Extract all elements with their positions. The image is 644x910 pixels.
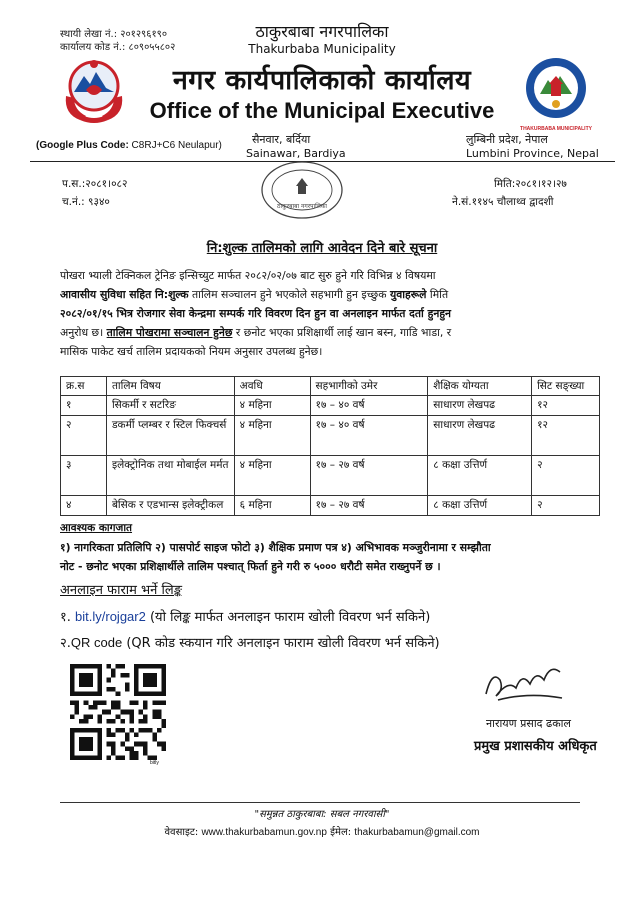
link-item-1-num: १. bbox=[60, 610, 76, 625]
table-cell: २ bbox=[532, 496, 600, 516]
documents-list: १) नागरिकता प्रतिलिपि २) पासपोर्ट साइज फोटो ३) शैक्षिक प्रमाण पत्र ४) अभिभावक मञ्जुरीनामा र सम्झौता bbox=[60, 541, 491, 554]
body-line-5: मासिक पाकेट खर्च तालिम प्रदायकको नियम अनुसार उपलब्ध हुनेछ। bbox=[60, 345, 323, 358]
link-item-1-desc: (यो लिङ्क मार्फत अनलाइन फाराम खोली विवरण भर्न सकिने) bbox=[145, 610, 431, 625]
table-cell: २ bbox=[532, 456, 600, 496]
training-table bbox=[60, 376, 600, 516]
col-header-age: सहभागीको उमेर bbox=[310, 377, 428, 396]
patra-sankhya: प.स.:२०८१।०८२ bbox=[62, 178, 128, 190]
table-cell: १७ – ४० वर्ष bbox=[310, 396, 428, 416]
documents-heading: आवश्यक कागजात bbox=[60, 522, 133, 534]
chalani-number: च.नं.: ९३४० bbox=[62, 196, 110, 208]
office-code: कार्यालय कोड नं.: ८०९०५५८०२ bbox=[60, 42, 176, 53]
table-cell: ८ कक्षा उत्तिर्ण bbox=[428, 456, 532, 496]
footer-divider bbox=[60, 802, 580, 803]
table-row bbox=[61, 456, 600, 496]
qr-code-icon[interactable] bbox=[70, 664, 166, 760]
qr-code-label: QR code bbox=[70, 635, 123, 650]
municipality-name-np: ठाकुरबाबा नगरपालिका bbox=[255, 22, 389, 41]
municipality-name-en: Thakurbaba Municipality bbox=[248, 42, 396, 56]
body-line-3-bold: २०८२/०१/१५ भित्र रोजगार सेवा केन्द्रमा सम्पर्क गरि विवरण दिन हुन वा अनलाइन मार्फत दर्ता हुनहुन bbox=[60, 307, 452, 320]
online-form-heading: अनलाइन फाराम भर्ने लिङ्क bbox=[60, 583, 182, 598]
google-plus-code bbox=[36, 140, 222, 151]
table-cell: १ bbox=[61, 396, 107, 416]
table-cell: १२ bbox=[532, 396, 600, 416]
website-label: वेवसाइट: bbox=[164, 827, 202, 838]
table-cell: १७ – २७ वर्ष bbox=[310, 456, 428, 496]
email-label: ईमेल: bbox=[326, 827, 355, 838]
table-cell: बेसिक र एडभान्स इलेक्ट्रीकल bbox=[106, 496, 234, 516]
table-cell: ६ महिना bbox=[234, 496, 310, 516]
email-link[interactable]: thakurbabamun@gmail.com bbox=[354, 827, 480, 838]
footer-contact bbox=[0, 824, 644, 838]
table-cell: इलेक्ट्रोनिक तथा मोबाईल मर्मत bbox=[106, 456, 234, 496]
signatory-designation: प्रमुख प्रशासकीय अधिकृत bbox=[474, 739, 597, 754]
deposit-note: नोट - छनोट भएका प्रशिक्षार्थीले तालिम पश्चात् फिर्ता हुने गरी रु ५००० धरौटी समेत राख्नुपर्ने छ । bbox=[60, 560, 441, 573]
footer-slogan: "समुन्नत ठाकुरबाबा: सबल नगरवासी" bbox=[254, 809, 390, 820]
province-en: Lumbini Province, Nepal bbox=[466, 147, 599, 160]
office-title-np: नगर कार्यपालिकाको कार्यालय bbox=[172, 65, 472, 96]
address-en: Sainawar, Bardiya bbox=[246, 147, 346, 160]
table-cell: साधारण लेखपढ bbox=[428, 416, 532, 456]
address-np: सैनवार, बर्दिया bbox=[252, 133, 311, 146]
body-line-2-youth: युवाहरूले bbox=[389, 288, 427, 301]
table-cell: १२ bbox=[532, 416, 600, 456]
body-line-4-underlined: तालिम पोखरामा सञ्चालन हुनेछ bbox=[106, 326, 233, 339]
link-item-2-desc: (QR कोड स्कयान गरि अनलाइन फाराम खोली विवरण भर्न सकिने) bbox=[122, 636, 440, 651]
col-header-qualification: शैक्षिक योग्यता bbox=[428, 377, 532, 396]
logo-caption: THAKURBABA MUNICIPALITY bbox=[520, 126, 592, 132]
col-header-seats: सिट सङ्ख्या bbox=[532, 377, 600, 396]
signature-image bbox=[478, 650, 568, 710]
col-header-duration: अवधि bbox=[234, 377, 310, 396]
table-cell: ३ bbox=[61, 456, 107, 496]
website-link[interactable]: www.thakurbabamun.gov.np bbox=[201, 827, 327, 838]
col-header-subject: तालिम विषय bbox=[106, 377, 234, 396]
google-code-label: (Google Plus Code: bbox=[36, 140, 129, 151]
qr-caption: bitly bbox=[150, 760, 159, 766]
body-line-2 bbox=[60, 285, 600, 304]
table-cell: ४ महिना bbox=[234, 416, 310, 456]
table-cell: सिकर्मी र सटरिङ bbox=[106, 396, 234, 416]
office-title-en: Office of the Municipal Executive bbox=[149, 98, 495, 123]
table-row bbox=[61, 416, 600, 456]
signatory-name: नारायण प्रसाद ढकाल bbox=[486, 717, 571, 730]
pan-number: स्थायी लेखा नं.: २०१२९६१९० bbox=[60, 29, 168, 40]
body-line-4-end: र छनोट भएका प्रशिक्षार्थी लाई खान बस्न, गाडि भाडा, र bbox=[232, 326, 452, 339]
table-cell: डकर्मी प्लम्बर र स्टिल फिक्चर्स bbox=[106, 416, 234, 456]
table-cell: १७ – २७ वर्ष bbox=[310, 496, 428, 516]
google-code-value: C8RJ+C6 Neulapur) bbox=[128, 140, 222, 151]
body-line-2-text: तालिम सञ्चालन हुने भएकोले सहभागी हुन इच्छुक bbox=[188, 288, 390, 301]
body-line-4 bbox=[60, 323, 600, 342]
notice-title: नि:शुल्क तालिमको लागि आवेदन दिने बारे सूचना bbox=[206, 241, 438, 256]
link-item-2-num: २. bbox=[60, 636, 71, 651]
link-item-1 bbox=[60, 605, 620, 630]
stamp-text: ठाकुरबाबा नगरपालिका bbox=[277, 203, 327, 210]
table-cell: १७ – ४० वर्ष bbox=[310, 416, 428, 456]
col-header-sn: क्र.स bbox=[61, 377, 107, 396]
body-line-4-start: अनुरोध छ। bbox=[60, 326, 107, 339]
province-np: लुम्बिनी प्रदेश, नेपाल bbox=[466, 133, 548, 146]
table-header-row bbox=[61, 377, 600, 396]
body-line-2-end: मिति bbox=[426, 288, 449, 301]
office-stamp-icon bbox=[256, 156, 348, 222]
form-url-link[interactable]: bit.ly/rojgar2 bbox=[75, 609, 146, 624]
notice-body bbox=[60, 266, 600, 361]
table-row bbox=[61, 396, 600, 416]
table-cell: साधारण लेखपढ bbox=[428, 396, 532, 416]
table-cell: ४ bbox=[61, 496, 107, 516]
table-cell: ४ महिना bbox=[234, 456, 310, 496]
table-cell: २ bbox=[61, 416, 107, 456]
table-cell: ८ कक्षा उत्तिर्ण bbox=[428, 496, 532, 516]
table-cell: ४ महिना bbox=[234, 396, 310, 416]
nepal-sambat-date: ने.सं.११४५ चौलाथ्व द्वादशी bbox=[452, 196, 554, 208]
body-line-1: पोखरा भ्याली टेक्निकल ट्रेनिङ इन्सिच्युट मार्फत २०८२/०२/०७ बाट सुरु हुने गरि विभिन्न ४ विषयमा bbox=[60, 269, 436, 282]
letter-date: मिति:२०८१।१२।२७ bbox=[494, 178, 567, 190]
body-line-2-bold: आवासीय सुविधा सहित नि:शुल्क bbox=[60, 288, 189, 301]
body-line-3 bbox=[60, 304, 600, 323]
table-row bbox=[61, 496, 600, 516]
